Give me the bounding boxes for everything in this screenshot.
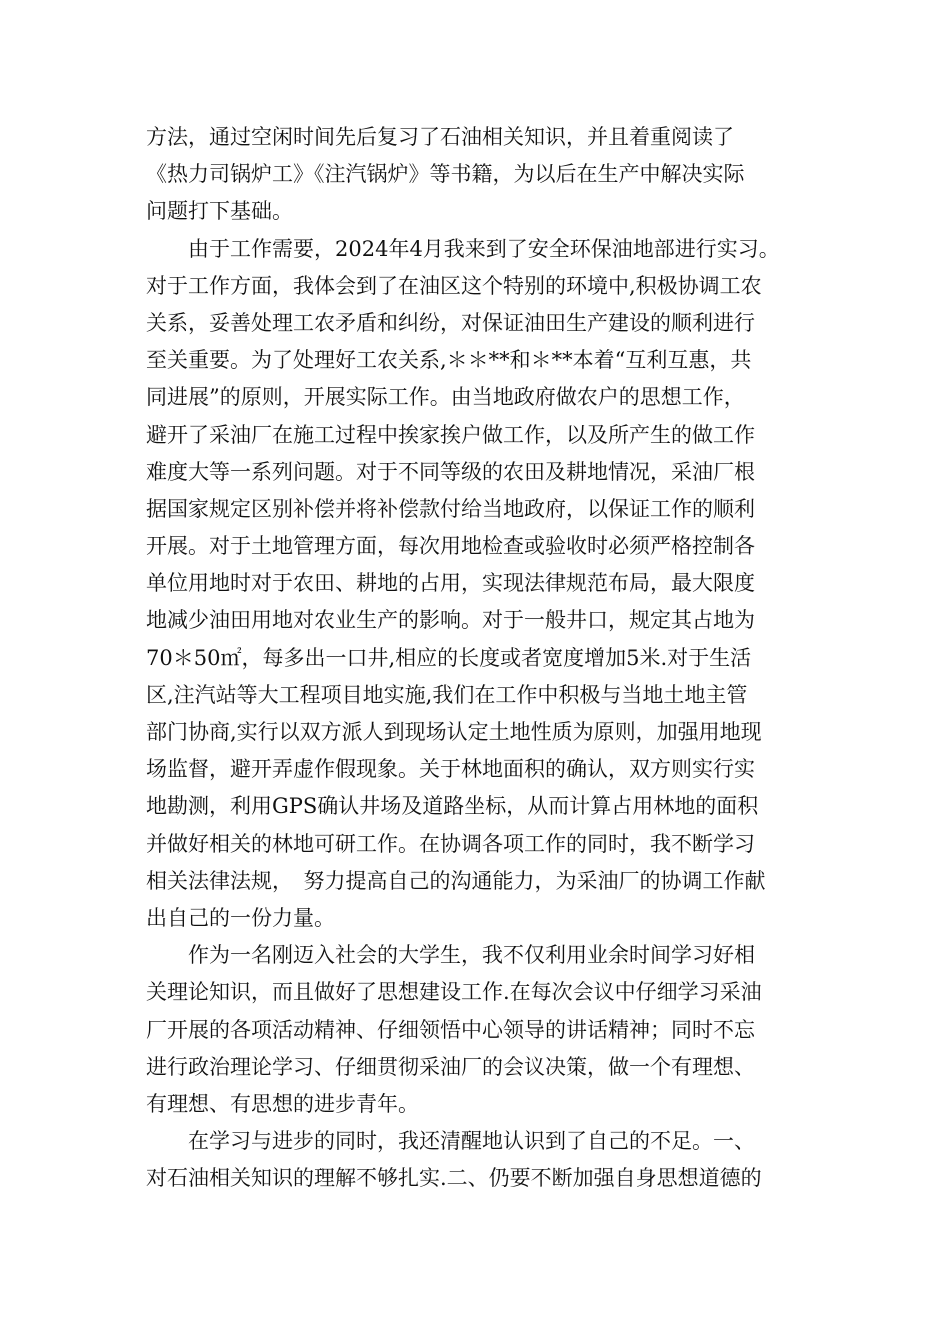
text-line: 《热力司锅炉工》《注汽锅炉》等书籍，为以后在生产中解决实际	[146, 162, 745, 187]
text-line: 厂开展的各项活动精神、仔细领悟中心领导的讲话精神；同时不忘	[146, 1017, 755, 1042]
text-line: 在学习与进步的同时，我还清醒地认识到了自己的不足。一、	[146, 1129, 755, 1154]
text-line: 地勘测，利用GPS确认井场及道路坐标，从而计算占用林地的面积	[146, 794, 759, 819]
text-line: 方法，通过空闲时间先后复习了石油相关知识，并且着重阅读了	[146, 125, 734, 149]
text-line: 关系，妥善处理工农矛盾和纠纷，对保证油田生产建设的顺利进行	[146, 310, 755, 335]
text-line: 部门协商,实行以双方派人到现场认定土地性质为原则，加强用地现	[146, 720, 762, 744]
text-line: 由于工作需要，2024年4月我来到了安全环保油地部进行实习。	[146, 236, 780, 261]
text-line: 区,注汽站等大工程项目地实施,我们在工作中积极与当地土地主管	[146, 682, 748, 707]
text-line: 并做好相关的林地可研工作。在协调各项工作的同时，我不断学习	[146, 831, 755, 856]
text-line: 至关重要。为了处理好工农关系,＊＊**和＊**本着“互利互惠，共	[146, 348, 752, 373]
text-line: 问题打下基础。	[146, 199, 293, 224]
text-line: 地减少油田用地对农业生产的影响。对于一般井口，规定其占地为	[146, 608, 755, 633]
text-line: 对石油相关知识的理解不够扎实.二、仍要不断加强自身思想道德的	[146, 1166, 762, 1191]
text-line: 进行政治理论学习、仔细贯彻采油厂的会议决策，做一个有理想、	[146, 1054, 755, 1079]
text-line: 相关法律法规， 努力提高自己的沟通能力，为采油厂的协调工作献	[146, 868, 766, 893]
text-line: 开展。对于土地管理方面，每次用地检查或验收时必须严格控制各	[146, 534, 755, 559]
text-line: 出自己的一份力量。	[146, 905, 335, 930]
text-line: 避开了采油厂在施工过程中挨家挨户做工作，以及所产生的做工作	[146, 422, 755, 447]
text-line: 关理论知识，而且做好了思想建设工作.在每次会议中仔细学习采油	[146, 980, 762, 1005]
text-line: 同进展”的原则，开展实际工作。由当地政府做农户的思想工作，	[146, 385, 745, 410]
text-line: 难度大等一系列问题。对于不同等级的农田及耕地情况，采油厂根	[146, 459, 755, 484]
document-body	[146, 119, 806, 1197]
text-line: 作为一名刚迈入社会的大学生，我不仅利用业余时间学习好相	[146, 943, 755, 968]
text-line: 据国家规定区别补偿并将补偿款付给当地政府，以保证工作的顺利	[146, 496, 755, 521]
text-line: 70＊50㎡，每多出一口井,相应的长度或者宽度增加5米.对于生活	[146, 645, 752, 670]
text-line: 对于工作方面，我体会到了在油区这个特别的环境中,积极协调工农	[146, 273, 762, 298]
text-line: 场监督，避开弄虚作假现象。关于林地面积的确认，双方则实行实	[146, 757, 755, 782]
text-line: 有理想、有思想的进步青年。	[146, 1091, 419, 1116]
text-line: 单位用地时对于农田、耕地的占用，实现法律规范布局，最大限度	[146, 571, 755, 596]
